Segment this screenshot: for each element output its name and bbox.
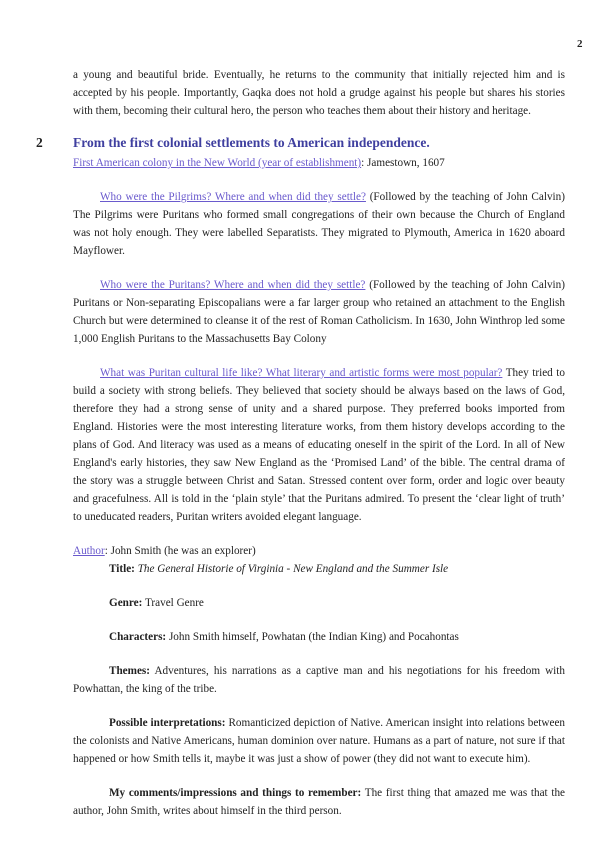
themes-label: Themes: xyxy=(109,665,151,677)
characters-entry xyxy=(109,628,565,646)
title-entry xyxy=(109,560,565,578)
intro-continuation-paragraph: a young and beautiful bride. Eventually, he returns to the community that initially rejected him and is accepted by his people. Importantly, Gaqka does not hold a grudge against his people but shares his stories with them, becoming their cultural hero, the person who teaches them about their history and heritage. xyxy=(73,69,565,117)
author-line xyxy=(73,542,565,560)
genre-value: Travel Genre xyxy=(144,597,204,609)
page-number: 2 xyxy=(577,38,583,50)
comments-entry xyxy=(73,784,565,820)
characters-label: Characters: xyxy=(109,631,167,643)
section-title-period: . xyxy=(426,135,430,150)
puritans-paragraph xyxy=(73,276,565,348)
comments-value: The first thing that amazed me was that the author, John Smith, writes about himself in the third person. xyxy=(73,787,565,817)
culture-paragraph xyxy=(73,364,565,526)
interpretations-value: Romanticized depiction of Native. American insight into relations between the colonists and Native Americans, human dominion over nature. Humans as a part of nature, not sure if that happened or how Smith tells it, maybe it was just a show of power (they did not want to execute him). xyxy=(73,717,566,765)
section-heading xyxy=(36,134,565,152)
pilgrims-paragraph xyxy=(73,188,565,260)
interpretations-label: Possible interpretations: xyxy=(109,717,226,729)
section-number: 2 xyxy=(36,135,43,150)
puritans-question-link[interactable]: Who were the Puritans? Where and when did they settle? xyxy=(100,279,366,291)
author-value: : John Smith (he was an explorer) xyxy=(104,545,256,557)
section-title: From the first colonial settlements to American independence xyxy=(73,135,427,150)
culture-question-link[interactable]: What was Puritan cultural life like? What literary and artistic forms were most popular? xyxy=(100,367,503,379)
colony-paragraph xyxy=(73,154,565,172)
colony-answer: : Jamestown, 1607 xyxy=(361,157,445,169)
puritans-answer: (Followed by the teaching of John Calvin) Puritans or Non-separating Episcopalians were a far larger group who retained an attachment to the English Church but were determined to cleanse it of the rest of Roman Catholicism. In 1630, John Winthrop led some 1,000 English Puritans to the Massachusetts Bay Colony xyxy=(73,279,565,345)
title-value: The General Historie of Virginia - New England and the Summer Isle xyxy=(137,563,449,575)
colony-question-link[interactable]: First American colony in the New World (year of establishment) xyxy=(73,157,362,169)
themes-entry xyxy=(73,662,565,698)
author-label-link[interactable]: Author xyxy=(73,545,105,557)
document-body xyxy=(36,66,566,820)
comments-label: My comments/impressions and things to remember: xyxy=(109,787,362,799)
themes-value: Adventures, his narrations as a captive man and his negotiations for his freedom with Powhattan, the king of the tribe. xyxy=(73,665,565,695)
culture-answer: They tried to build a society with strong beliefs. They believed that society should be always based on the laws of God, therefore they had a strong sense of unity and a shared purpose. They preferred books imported from England. Histories were the most interesting literature works, from them history develops according to the plans of God. And literacy was used as a means of educating oneself in the spirit of the Lord. In all of New England's early histories, they saw New England as the ‘Promised Land’ of the bible. The central drama of the story was a struggle between Christ and Satan. Stressed content over form, order and logic over beauty and gracefulness. All is told in the ‘plain style’ that the Puritans admired. To present the ‘clear light of truth’ to uneducated readers, Puritan writers avoided elegant language. xyxy=(73,367,565,523)
genre-entry xyxy=(109,594,565,612)
characters-value: John Smith himself, Powhatan (the Indian King) and Pocahontas xyxy=(168,631,459,643)
work-details xyxy=(73,560,565,646)
genre-label: Genre: xyxy=(109,597,143,609)
pilgrims-answer: (Followed by the teaching of John Calvin) The Pilgrims were Puritans who formed small congregations of their own because the Church of England was not holy enough. They were labelled Separatists. They migrated to Plymouth, America in 1620 aboard Mayflower. xyxy=(73,191,565,257)
title-label: Title: xyxy=(109,563,135,575)
interpretations-entry xyxy=(73,714,565,768)
pilgrims-question-link[interactable]: Who were the Pilgrims? Where and when did they settle? xyxy=(100,191,366,203)
